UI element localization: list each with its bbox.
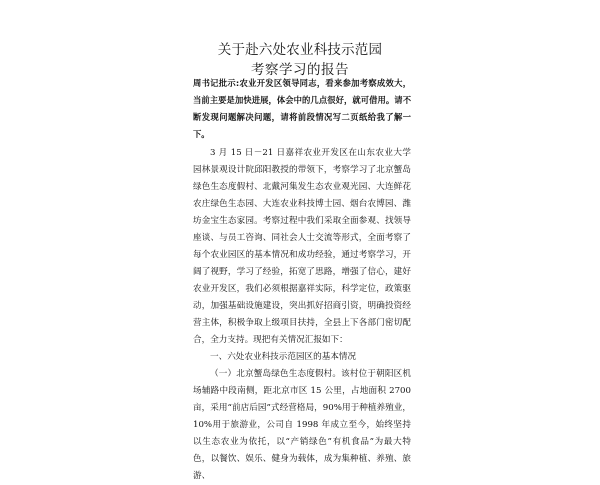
document-title-line1: 关于赴六处农业科技示范园 xyxy=(217,42,383,58)
section-heading: 一、六处农业科技示范园区的基本情况 xyxy=(210,352,357,362)
paragraph-intro: 3 月 15 日－21 日嘉祥农业开发区在山东农业大学园林景观设计院邱阳教授的带领下，考察学习了北京蟹岛绿色生态度假村、北戴河集发生态农业观光园、大连鲜花农庄绿色生态园、大连农业科技博士园、烟台农博园、潍坊金宝生态家园。考察过程中我们采取全面参观、找领导座谈、与员工咨询、同社会人士交流等形式，全面考察了每个农业园区的基本情况和成功经验，通过考察学习，开阔了视野，学习了经验，拓宽了思路，增强了信心，建好农业开发区，我们必须根据嘉祥实际，科学定位，政策驱动，加强基础设施建设，突出抓好招商引资，明确投资经营主体，积极争取上级项目扶持，全县上下各部门密切配合，全力支持。现把有关情况汇报如下： xyxy=(193,148,411,345)
leader-instruction: 周书记批示:农业开发区领导同志，看来参加考察成效大，当前主要是加快进展，体会中的几点很好，就可借用。请不断发现问题解决问题，请将前段情况写二页纸给我了解一下。 xyxy=(193,78,411,139)
document-body xyxy=(193,75,411,485)
document-title-line2: 考察学习的报告 xyxy=(251,62,349,78)
section-subparagraph: （一）北京蟹岛绿色生态度假村。该村位于朝阳区机场辅路中段南侧，距北京市区 15 公里，占地面积 2700 亩，采用“前店后园”式经营格局，90%用于种植养殖业，10%用于旅游业，公司自 1998 年成立至今，始终坚持以生态农业为依托，以“产销绿色”有机食品”为最大特色，以餐饮、娱乐、健身为载体，成为集种植、养殖、旅游、 xyxy=(193,369,411,481)
